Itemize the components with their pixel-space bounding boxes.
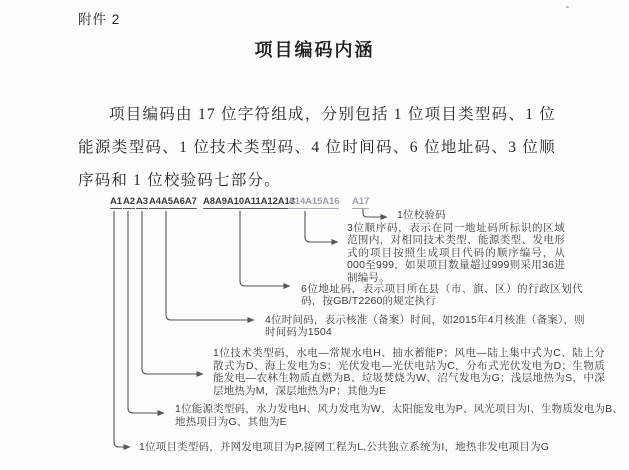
annotation-tech-type: 1位技术类型码，水电—常规水电H、抽水蓄能P；风电—陆上集中式为C、陆上分散式为D、海上发电为S；光伏发电—光伏电站为C，分布式光伏发电为D；生物质能发电—农林生物质直燃为B、垃圾焚烧为W、沼气发电为G；浅层地热为S，中深层地热为M，深层地热为P；其他为E xyxy=(213,347,605,397)
intro-paragraph: 项目编码由 17 位字符组成，分别包括 1 位项目类型码、1 位能源类型码、1 位技术类型码、4 位时间码、6 位地址码、3 位顺序码和 1 位校验码七部分。 xyxy=(78,106,556,189)
code-group-project-type: A1 xyxy=(110,196,122,207)
code-group-energy-type: A2 xyxy=(123,196,135,207)
code-group-check-code: A17 xyxy=(352,196,370,207)
code-group-address-code: A8A9A10A11A12A13 xyxy=(203,196,295,207)
annotation-project-type: 1位项目类型码，并网发电项目为P,接网工程为L,公共独立系统为I，地热非发电项目为G xyxy=(139,441,550,453)
annotation-time-code: 4位时间码，表示核准（备案）时间，如2015年4月核准（备案），则时间码为1504 xyxy=(265,314,585,339)
connector-address-code xyxy=(240,211,290,286)
connector-sequence-code xyxy=(305,211,338,242)
code-group-tech-type: A3 xyxy=(136,196,148,207)
connector-check-code xyxy=(363,209,387,217)
annotation-check-code: 1位校验码 xyxy=(397,209,446,221)
attachment-label: 附件 2 xyxy=(78,12,121,27)
connector-time-code xyxy=(166,211,254,320)
connector-tech-type xyxy=(142,211,203,374)
connector-energy-type xyxy=(128,211,164,413)
code-group-time-code: A4A5A6A7 xyxy=(149,196,197,207)
annotation-address-code: 6位地址码，表示项目所在县（市、旗、区）的行政区划代码，按GB/T2260的规定执行 xyxy=(301,283,583,308)
annotation-energy-type: 1位能源类型码，水力发电H、风力发电为W、太阳能发电为P、风光项目为I、生物质发电为B、地热项目为G、其他为E xyxy=(175,403,624,428)
page-title: 项目编码内涵 xyxy=(254,40,375,60)
annotation-sequence-code: 3位顺序码，表示在同一地址码所标识的区域范围内，对相同技术类型、能源类型、发电形式的项目按照生成项目代码的顺序编号，从000至999，如果项目数量超过999则采用36进制编号。 xyxy=(347,222,565,284)
code-group-sequence-code: A14A15A16 xyxy=(288,196,340,207)
